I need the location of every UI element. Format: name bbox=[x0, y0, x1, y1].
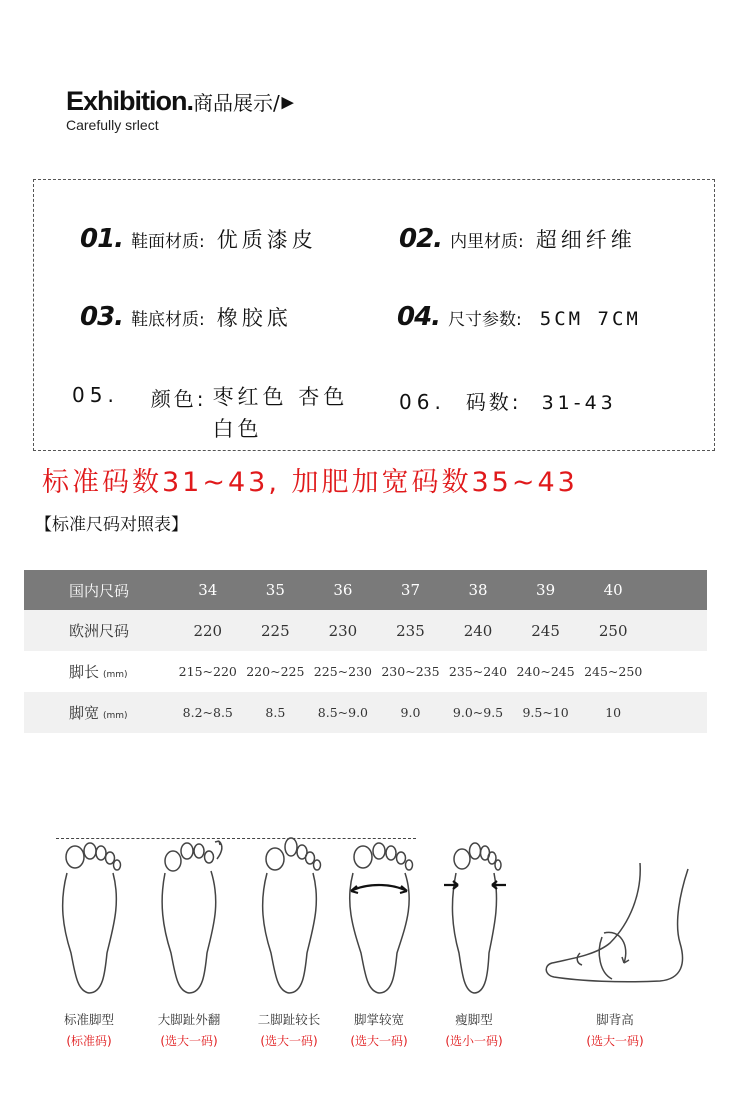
table-header-row bbox=[24, 570, 707, 610]
table-cell: 235~240 bbox=[444, 651, 512, 692]
wide-palm-foot-icon bbox=[339, 833, 419, 998]
foot-caption: 脚背高 bbox=[596, 1012, 634, 1027]
table-cell: 9.0 bbox=[377, 692, 445, 733]
table-cell: 39 bbox=[512, 570, 580, 610]
spec-number: 05. bbox=[72, 383, 119, 407]
spec-item-upper-material bbox=[80, 224, 317, 254]
foot-caption: 瘦脚型 bbox=[455, 1012, 493, 1027]
title-cn: 商品展示/ bbox=[193, 91, 280, 115]
foot-note: (选小一码) bbox=[445, 1034, 503, 1048]
foot-note: (选大一码) bbox=[160, 1034, 218, 1048]
table-cell: 10 bbox=[579, 692, 647, 733]
size-chart-table bbox=[24, 570, 707, 733]
spec-value: 橡胶底 bbox=[216, 306, 292, 330]
foot-note: (选大一码) bbox=[586, 1034, 644, 1048]
table-cell: 230 bbox=[309, 610, 377, 651]
spec-label: 鞋底材质: bbox=[131, 310, 205, 330]
table-cell: 8.5~9.0 bbox=[309, 692, 377, 733]
table-cell: 34 bbox=[174, 570, 242, 610]
spec-item-sizes bbox=[399, 386, 617, 415]
spec-label: 颜色: bbox=[150, 387, 207, 411]
foot-caption: 大脚趾外翻 bbox=[157, 1012, 221, 1027]
high-instep-foot-icon bbox=[540, 833, 690, 998]
spec-label: 内里材质: bbox=[450, 232, 524, 252]
table-cell: 37 bbox=[377, 570, 445, 610]
foot-type-thin bbox=[424, 833, 524, 1049]
foot-caption: 二脚趾较长 bbox=[257, 1012, 321, 1027]
spec-number: 02. bbox=[399, 224, 443, 254]
table-cell-empty bbox=[647, 570, 707, 610]
table-cell: 245 bbox=[512, 610, 580, 651]
row-label-text: 脚长 bbox=[69, 663, 100, 681]
table-cell: 9.0~9.5 bbox=[444, 692, 512, 733]
spec-label: 尺寸参数: bbox=[448, 310, 522, 330]
table-cell: 240 bbox=[444, 610, 512, 651]
table-cell: 235 bbox=[377, 610, 445, 651]
table-cell: 9.5~10 bbox=[512, 692, 580, 733]
table-cell-empty bbox=[647, 610, 707, 651]
spec-number: 06. bbox=[399, 390, 446, 414]
table-cell-empty bbox=[647, 692, 707, 733]
table-cell: 8.2~8.5 bbox=[174, 692, 242, 733]
spec-value: 31-43 bbox=[541, 392, 617, 414]
table-cell: 38 bbox=[444, 570, 512, 610]
standard-foot-icon bbox=[49, 833, 129, 998]
table-cell: 225 bbox=[242, 610, 310, 651]
spec-item-lining-material bbox=[399, 224, 636, 254]
exhibition-header bbox=[66, 86, 292, 133]
table-cell: 240~245 bbox=[512, 651, 580, 692]
size-table-title: 【标准尺码对照表】 bbox=[35, 515, 188, 535]
title-en: Exhibition. bbox=[66, 86, 193, 116]
spec-value: 5CM 7CM bbox=[539, 308, 641, 330]
table-row bbox=[24, 651, 707, 692]
foot-note: (选大一码) bbox=[350, 1034, 408, 1048]
foot-type-big-toe-out bbox=[139, 833, 239, 1049]
spec-value: 优质漆皮 bbox=[216, 228, 317, 252]
table-cell: 220 bbox=[174, 610, 242, 651]
foot-type-long-second-toe bbox=[239, 833, 339, 1049]
table-cell: 245~250 bbox=[579, 651, 647, 692]
table-cell: 8.5 bbox=[242, 692, 310, 733]
foot-type-standard bbox=[39, 833, 139, 1049]
play-arrow-icon: ▶ bbox=[281, 94, 293, 111]
spec-item-sole-material bbox=[80, 302, 292, 332]
table-cell: 230~235 bbox=[377, 651, 445, 692]
long-second-toe-foot-icon bbox=[249, 833, 329, 998]
spec-number: 03. bbox=[80, 302, 124, 332]
table-cell: 40 bbox=[579, 570, 647, 610]
header-subtitle: Carefully srlect bbox=[66, 117, 159, 133]
table-row bbox=[24, 610, 707, 651]
row-label-text: 脚宽 bbox=[69, 704, 100, 722]
table-row bbox=[24, 692, 707, 733]
row-label bbox=[24, 651, 174, 692]
row-label: 国内尺码 bbox=[24, 570, 174, 610]
spec-number: 04. bbox=[397, 302, 441, 332]
foot-note: (标准码) bbox=[66, 1034, 112, 1048]
row-label: 欧洲尺码 bbox=[24, 610, 174, 651]
big-toe-out-foot-icon bbox=[149, 833, 229, 998]
foot-note: (选大一码) bbox=[260, 1034, 318, 1048]
spec-label: 码数: bbox=[465, 390, 522, 414]
table-cell: 215~220 bbox=[174, 651, 242, 692]
foot-caption: 脚掌较宽 bbox=[353, 1012, 404, 1027]
table-cell: 225~230 bbox=[309, 651, 377, 692]
row-label bbox=[24, 692, 174, 733]
foot-type-wide-palm bbox=[329, 833, 429, 1049]
spec-box bbox=[33, 179, 715, 451]
table-cell-empty bbox=[647, 651, 707, 692]
foot-type-high-instep bbox=[540, 833, 690, 1049]
table-cell: 220~225 bbox=[242, 651, 310, 692]
thin-foot-icon bbox=[434, 833, 514, 998]
spec-item-size-params bbox=[397, 302, 641, 332]
header-title bbox=[66, 86, 292, 117]
table-cell: 35 bbox=[242, 570, 310, 610]
spec-value: 超细纤维 bbox=[535, 228, 636, 252]
table-cell: 250 bbox=[579, 610, 647, 651]
row-unit: (mm) bbox=[103, 670, 128, 680]
spec-label: 鞋面材质: bbox=[131, 232, 205, 252]
spec-number: 01. bbox=[80, 224, 124, 254]
table-cell: 36 bbox=[309, 570, 377, 610]
spec-value: 枣红色 杏色 白色 bbox=[212, 385, 349, 441]
spec-item-colors bbox=[72, 383, 373, 447]
size-range-notice: 标准码数31~43, 加肥加宽码数35~43 bbox=[42, 467, 578, 498]
foot-caption: 标准脚型 bbox=[63, 1012, 114, 1027]
row-unit: (mm) bbox=[103, 711, 128, 721]
